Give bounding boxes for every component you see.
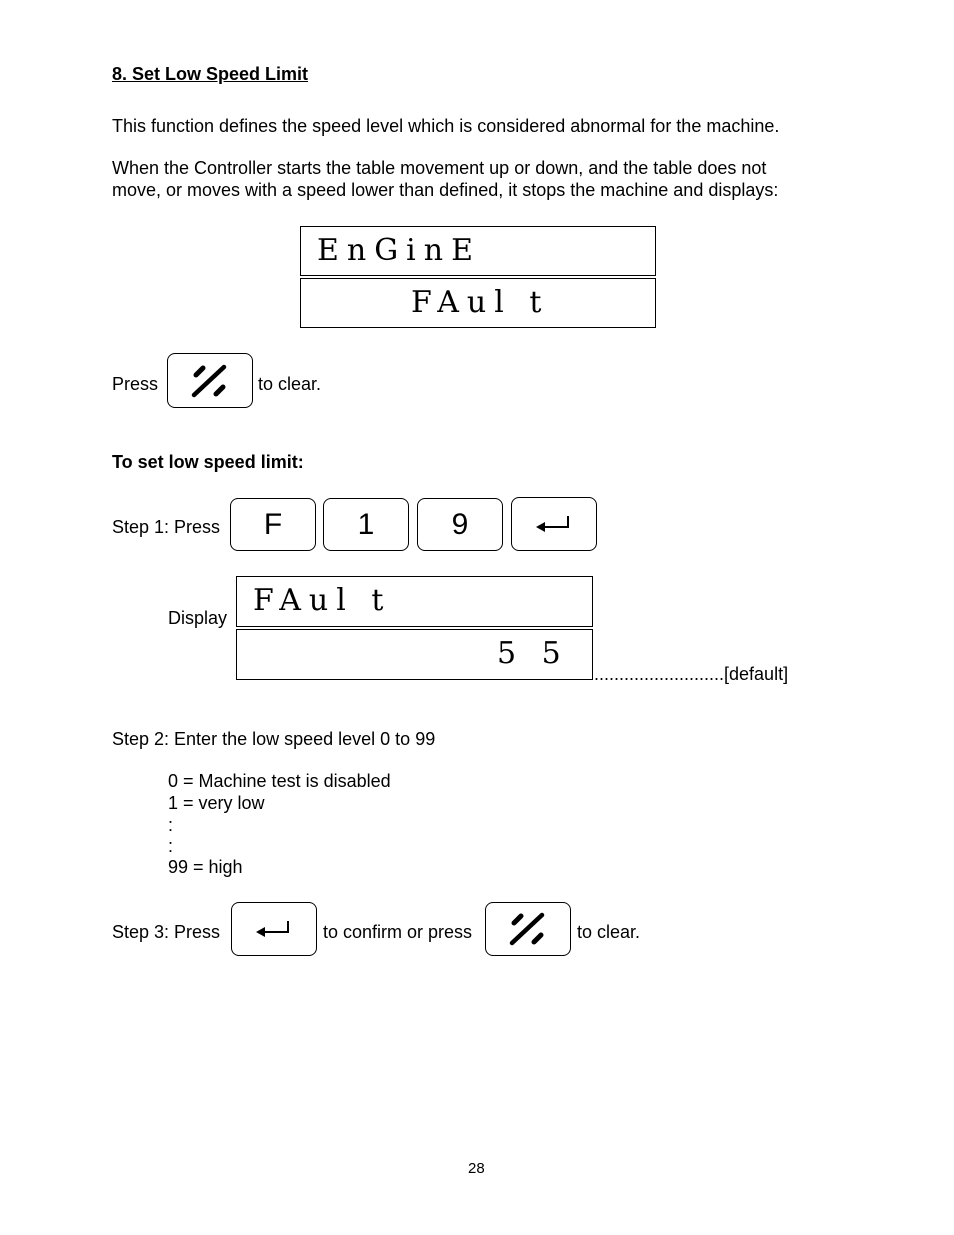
procedure-heading: To set low speed limit: [112, 452, 304, 472]
page-number: 28 [468, 1160, 485, 1177]
section-title: 8. Set Low Speed Limit [112, 64, 309, 84]
step2-text: Step 2: Enter the low speed level 0 to 99 [112, 729, 436, 749]
description-line-2: move, or moves with a speed lower than defined, it stops the machine and displays: [112, 180, 779, 200]
to-clear-label: to clear. [258, 374, 322, 394]
fault-display-line-2 [300, 278, 656, 328]
display-label: Display [168, 608, 228, 628]
clear-key-icon [508, 911, 548, 947]
fault-display-text-2: FAul t [411, 285, 550, 320]
clear-key[interactable] [167, 353, 253, 408]
enter-key[interactable] [511, 497, 597, 551]
level-item: 1 = very low [168, 793, 265, 813]
step3-label: Step 3: Press [112, 922, 221, 942]
fault-display-line-1 [300, 226, 656, 276]
intro-text: This function defines the speed level which is considered abnormal for the machine. [112, 116, 780, 136]
press-label: Press [112, 374, 159, 394]
nine-key[interactable]: 9 [417, 498, 503, 551]
step1-label: Step 1: Press [112, 517, 221, 537]
enter-key-icon [254, 919, 294, 939]
confirm-enter-key[interactable] [231, 902, 317, 956]
clear-key-icon [190, 363, 230, 399]
fault-display-text-1: EnGinE [317, 233, 482, 268]
one-key[interactable]: 1 [323, 498, 409, 551]
level-item: 99 = high [168, 857, 243, 877]
level-item: : [168, 815, 174, 835]
setting-display-line-2 [236, 629, 593, 680]
step3-end-text: to clear. [577, 922, 641, 942]
level-item: : [168, 836, 174, 856]
setting-display-value: 5 5 [497, 636, 569, 671]
step3-clear-key[interactable] [485, 902, 571, 956]
setting-display-line-1 [236, 576, 593, 627]
level-item: 0 = Machine test is disabled [168, 771, 391, 791]
default-note: ..........................[default] [594, 664, 789, 684]
enter-key-icon [534, 514, 574, 534]
step3-middle-text: to confirm or press [323, 922, 473, 942]
description-line-1: When the Controller starts the table movement up or down, and the table does not [112, 158, 767, 178]
f-key[interactable]: F [230, 498, 316, 551]
setting-display-text-1: FAul t [253, 583, 392, 618]
